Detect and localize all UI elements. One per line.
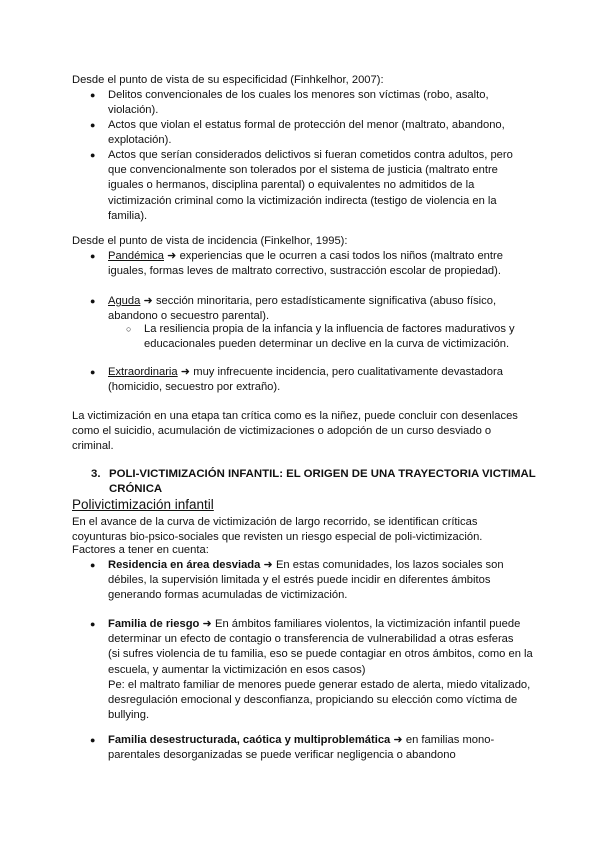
term-familia-riesgo: Familia de riesgo (108, 618, 200, 630)
bullet-icon: ● (90, 619, 96, 629)
paragraph-conclusion: La victimización en una etapa tan crítica como es la niñez, puede concluir con desenlaces como el suicidio, acumulación de victimizaciones o adopción de un curso desviado o criminal. (72, 410, 518, 453)
bullet-icon: ● (90, 90, 96, 100)
list-item: ● Actos que serían considerados delictivos si fueran cometidos contra adultos, pero que convencionalmente son tolerados por el sistema de justicia (maltrato entre iguales o hermanos, disciplina parental) o equivalentes no admitidos de la victimización criminal como la victimización indirecta (testigo de violencia en la familia). (90, 149, 513, 222)
subheading-polivictimizacion: Polivictimización infantil (72, 497, 214, 512)
term-extraordinaria: Extraordinaria (108, 366, 178, 378)
list-item: ● Residencia en área desviada ➜ En estas comunidades, los lazos sociales son débiles, la supervisión limitada y el estrés puede incidir en diferentes ámbitos generando formas acumuladas de victimización. (90, 559, 504, 602)
circle-bullet-icon: ○ (126, 324, 132, 334)
intro-curve: En el avance de la curva de victimización de largo recorrido, se identifican críticas coyunturas bio-psico-sociales que revisten un riesgo especial de poli-victimización. (72, 516, 483, 544)
note-ejemplo: Pe: el maltrato familiar de menores puede generar estado de alerta, miedo vitalizado, desregulación emocional y desconfianza, propiciando su elección como víctima de bullying. (108, 678, 531, 722)
list-item: ● Extraordinaria ➜ muy infrecuente incidencia, pero cualitativamente devastadora (homicidio, secuestro por extraño). (90, 366, 503, 394)
list-item: ● Familia desestructurada, caótica y multiproblemática ➜ en familias mono-parentales desorganizadas se puede verificar negligencia o abandono (90, 734, 495, 762)
sub-list-item: ○ La resiliencia propia de la infancia y la influencia de factores madurativos y educacionales pueden determinar un declive en la curva de victimización. (126, 323, 515, 351)
arrow-icon: ➜ (143, 295, 153, 307)
arrow-icon: ➜ (167, 250, 177, 262)
bullet-icon: ● (90, 296, 96, 306)
section-heading: 3. POLI-VICTIMIZACIÓN INFANTIL: EL ORIGEN DE UNA TRAYECTORIA VICTIMAL CRÓNICA (91, 468, 536, 495)
list-item: ● Actos que violan el estatus formal de protección del menor (maltrato, abandono, explotación). (90, 119, 505, 147)
term-pandemica: Pandémica (108, 250, 164, 262)
note-contagio: (si sufres violencia de tu familia, eso se puede contagiar en otros ámbitos, como en la escuela, y aumentar la victimización en esos casos) (108, 648, 533, 676)
bullet-icon: ● (90, 251, 96, 261)
factors-label: Factores a tener en cuenta: (72, 544, 209, 556)
term-familia-desestructurada: Familia desestructurada, caótica y multiproblemática (108, 734, 391, 746)
bullet-icon: ● (90, 120, 96, 130)
bullet-icon: ● (90, 560, 96, 570)
arrow-icon: ➜ (393, 734, 403, 746)
list-item: ● Familia de riesgo ➜ En ámbitos familiares violentos, la victimización infantil puede determinar un efecto de contagio o transferencia de vulnerabilidad a otras esferas (si sufres violencia de tu familia, eso se puede contagiar en otros ámbitos, como en la escuela, y aumentar la victimización en esos casos) Pe: el maltrato familiar de menores puede generar estado de alerta, miedo vitalizado, desregulación emocional y desconfianza, propiciando su elección como víctima de bullying. (90, 617, 535, 723)
list-item: ● Delitos convencionales de los cuales los menores son víctimas (robo, asalto, violación). (90, 89, 489, 117)
intro-specificity: Desde el punto de vista de su especificidad (Finhkelhor, 2007): (72, 74, 384, 86)
term-residencia: Residencia en área desviada (108, 559, 261, 571)
list-item: ● Pandémica ➜ experiencias que le ocurren a casi todos los niños (maltrato entre iguales, formas leves de maltrato correctivo, sustracción escolar de propiedad). (90, 250, 503, 278)
arrow-icon: ➜ (180, 366, 191, 378)
bullet-icon: ● (90, 150, 96, 160)
bullet-icon: ● (90, 367, 96, 377)
list-item: ● Aguda ➜ sección minoritaria, pero estadísticamente significativa (abuso físico, abandono o secuestro parental). (90, 295, 497, 323)
arrow-icon: ➜ (202, 618, 212, 630)
term-aguda: Aguda (108, 295, 141, 307)
arrow-icon: ➜ (263, 559, 273, 571)
intro-incidence: Desde el punto de vista de incidencia (Finkelhor, 1995): (72, 235, 348, 247)
bullet-icon: ● (90, 735, 96, 745)
